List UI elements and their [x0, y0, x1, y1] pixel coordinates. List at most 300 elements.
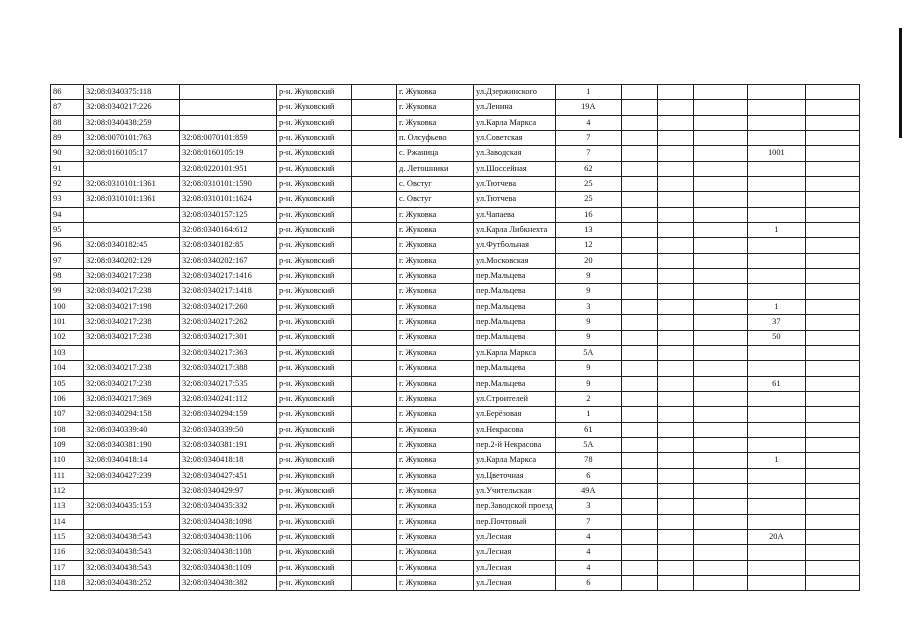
cell-building-number: [621, 361, 657, 376]
cell-building-number: [621, 299, 657, 314]
cell-house-number: 6: [555, 576, 621, 591]
cell-settlement: г. Жуковка: [397, 422, 474, 437]
cell-building-number: [621, 100, 657, 115]
cell-structure-number: [657, 407, 693, 422]
cell-street: ул.Шоссейная: [474, 161, 556, 176]
cell-settlement: г. Жуковка: [397, 453, 474, 468]
cell-street: ул.Чапаева: [474, 207, 556, 222]
cell-blank-column: [352, 238, 397, 253]
cell-structure-number: [657, 483, 693, 498]
cell-blank-column: [352, 223, 397, 238]
cell-land-cadastral-number: 32:08:0340217:226: [84, 100, 180, 115]
cell-blank-column: [352, 100, 397, 115]
cell-apartment-number: 1: [747, 299, 805, 314]
cell-trailing-column: [805, 207, 859, 222]
cell-district: р-н. Жуковский: [277, 330, 352, 345]
cell-settlement: г. Жуковка: [397, 238, 474, 253]
cell-extra-column: [693, 483, 747, 498]
cell-structure-number: [657, 253, 693, 268]
cell-building-number: [621, 161, 657, 176]
cell-row-number: 110: [51, 453, 84, 468]
cell-district: р-н. Жуковский: [277, 514, 352, 529]
cell-blank-column: [352, 253, 397, 268]
cell-house-number: 4: [555, 115, 621, 130]
cell-structure-number: [657, 345, 693, 360]
cell-apartment-number: 20А: [747, 529, 805, 544]
table-row: [51, 483, 860, 498]
cell-trailing-column: [805, 146, 859, 161]
cell-land-cadastral-number: 32:08:0340427:239: [84, 468, 180, 483]
cell-structure-number: [657, 376, 693, 391]
cell-land-cadastral-number: 32:08:0160105:17: [84, 146, 180, 161]
table-row: [51, 391, 860, 406]
cell-street: ул.Ленина: [474, 100, 556, 115]
cell-district: р-н. Жуковский: [277, 207, 352, 222]
cell-extra-column: [693, 361, 747, 376]
cell-building-cadastral-number: 32:08:0220101:951: [180, 161, 277, 176]
cell-settlement: г. Жуковка: [397, 376, 474, 391]
cell-apartment-number: [747, 345, 805, 360]
cell-settlement: г. Жуковка: [397, 468, 474, 483]
cell-apartment-number: [747, 100, 805, 115]
cell-extra-column: [693, 345, 747, 360]
cell-trailing-column: [805, 284, 859, 299]
cell-district: р-н. Жуковский: [277, 468, 352, 483]
cell-street: пер.Мальцева: [474, 361, 556, 376]
cell-land-cadastral-number: 32:08:0340438:259: [84, 115, 180, 130]
cell-house-number: 1: [555, 85, 621, 100]
cell-building-cadastral-number: 32:08:0340157:125: [180, 207, 277, 222]
cell-district: р-н. Жуковский: [277, 269, 352, 284]
cell-land-cadastral-number: 32:08:0340217:238: [84, 315, 180, 330]
cell-building-number: [621, 376, 657, 391]
cell-settlement: г. Жуковка: [397, 284, 474, 299]
cell-extra-column: [693, 146, 747, 161]
cell-land-cadastral-number: 32:08:0340435:153: [84, 499, 180, 514]
cell-row-number: 86: [51, 85, 84, 100]
cell-extra-column: [693, 284, 747, 299]
cell-apartment-number: [747, 284, 805, 299]
cell-settlement: г. Жуковка: [397, 361, 474, 376]
cell-blank-column: [352, 207, 397, 222]
cell-row-number: 92: [51, 177, 84, 192]
cell-extra-column: [693, 422, 747, 437]
table-row: [51, 545, 860, 560]
cell-building-number: [621, 576, 657, 591]
cell-street: ул.Советская: [474, 131, 556, 146]
cell-structure-number: [657, 192, 693, 207]
cell-row-number: 116: [51, 545, 84, 560]
cell-structure-number: [657, 299, 693, 314]
cell-trailing-column: [805, 361, 859, 376]
cell-structure-number: [657, 100, 693, 115]
table-row: [51, 253, 860, 268]
cell-structure-number: [657, 284, 693, 299]
cell-building-cadastral-number: 32:08:0340182:85: [180, 238, 277, 253]
cell-building-number: [621, 453, 657, 468]
cell-trailing-column: [805, 376, 859, 391]
cell-district: р-н. Жуковский: [277, 529, 352, 544]
cell-building-cadastral-number: 32:08:0340164:612: [180, 223, 277, 238]
cell-row-number: 114: [51, 514, 84, 529]
cell-trailing-column: [805, 514, 859, 529]
cell-land-cadastral-number: [84, 207, 180, 222]
cell-building-cadastral-number: 32:08:0310101:1590: [180, 177, 277, 192]
cell-apartment-number: [747, 576, 805, 591]
cell-row-number: 95: [51, 223, 84, 238]
table-row: [51, 499, 860, 514]
cell-apartment-number: [747, 131, 805, 146]
cell-street: ул.Тютчева: [474, 192, 556, 207]
cell-building-cadastral-number: 32:08:0340217:301: [180, 330, 277, 345]
cell-structure-number: [657, 560, 693, 575]
cell-building-cadastral-number: 32:08:0340217:260: [180, 299, 277, 314]
cell-building-cadastral-number: 32:08:0340202:167: [180, 253, 277, 268]
cell-apartment-number: [747, 85, 805, 100]
cell-row-number: 111: [51, 468, 84, 483]
cell-settlement: г. Жуковка: [397, 85, 474, 100]
cell-extra-column: [693, 560, 747, 575]
cell-building-number: [621, 345, 657, 360]
cell-apartment-number: [747, 238, 805, 253]
cell-building-cadastral-number: 32:08:0340438:1109: [180, 560, 277, 575]
cell-house-number: 7: [555, 146, 621, 161]
cell-extra-column: [693, 177, 747, 192]
cell-house-number: 2: [555, 391, 621, 406]
cell-house-number: 9: [555, 269, 621, 284]
table-row: [51, 192, 860, 207]
cell-apartment-number: [747, 499, 805, 514]
cell-blank-column: [352, 391, 397, 406]
cell-extra-column: [693, 253, 747, 268]
cell-apartment-number: 1001: [747, 146, 805, 161]
cell-settlement: г. Жуковка: [397, 100, 474, 115]
cell-district: р-н. Жуковский: [277, 85, 352, 100]
cell-apartment-number: [747, 207, 805, 222]
cell-house-number: 9: [555, 284, 621, 299]
cell-land-cadastral-number: 32:08:0340381:190: [84, 437, 180, 452]
table-row: [51, 361, 860, 376]
table-row: [51, 238, 860, 253]
cell-building-number: [621, 315, 657, 330]
cell-building-cadastral-number: [180, 85, 277, 100]
cell-settlement: г. Жуковка: [397, 115, 474, 130]
cell-house-number: 5А: [555, 437, 621, 452]
table-row: [51, 437, 860, 452]
cell-building-cadastral-number: 32:08:0340435:332: [180, 499, 277, 514]
cell-row-number: 91: [51, 161, 84, 176]
cell-blank-column: [352, 576, 397, 591]
cell-apartment-number: [747, 269, 805, 284]
cell-land-cadastral-number: 32:08:0340217:238: [84, 269, 180, 284]
cell-extra-column: [693, 238, 747, 253]
cell-land-cadastral-number: 32:08:0340217:238: [84, 361, 180, 376]
cell-apartment-number: [747, 437, 805, 452]
cell-district: р-н. Жуковский: [277, 223, 352, 238]
cell-trailing-column: [805, 177, 859, 192]
cell-blank-column: [352, 85, 397, 100]
cell-settlement: г. Жуковка: [397, 407, 474, 422]
cell-extra-column: [693, 545, 747, 560]
cell-district: р-н. Жуковский: [277, 161, 352, 176]
cell-extra-column: [693, 453, 747, 468]
cell-land-cadastral-number: [84, 345, 180, 360]
cell-settlement: г. Жуковка: [397, 223, 474, 238]
cell-blank-column: [352, 330, 397, 345]
cell-street: пер.Мальцева: [474, 376, 556, 391]
cell-land-cadastral-number: 32:08:0340217:238: [84, 330, 180, 345]
cell-trailing-column: [805, 299, 859, 314]
cell-settlement: г. Жуковка: [397, 299, 474, 314]
cell-apartment-number: [747, 192, 805, 207]
cell-street: пер.Мальцева: [474, 330, 556, 345]
cell-blank-column: [352, 545, 397, 560]
cell-extra-column: [693, 514, 747, 529]
cell-house-number: 62: [555, 161, 621, 176]
table-row: [51, 330, 860, 345]
cell-trailing-column: [805, 468, 859, 483]
cell-street: ул.Тютчева: [474, 177, 556, 192]
cell-land-cadastral-number: 32:08:0340217:238: [84, 376, 180, 391]
cell-extra-column: [693, 207, 747, 222]
cell-house-number: 9: [555, 376, 621, 391]
cell-building-cadastral-number: 32:08:0310101:1624: [180, 192, 277, 207]
cell-house-number: 4: [555, 560, 621, 575]
cell-blank-column: [352, 161, 397, 176]
address-register-table: [50, 84, 860, 591]
cell-structure-number: [657, 161, 693, 176]
cell-building-number: [621, 529, 657, 544]
cell-extra-column: [693, 330, 747, 345]
cell-building-number: [621, 284, 657, 299]
table-row: [51, 115, 860, 130]
cell-street: ул.Карла Маркса: [474, 115, 556, 130]
cell-building-number: [621, 330, 657, 345]
cell-house-number: 78: [555, 453, 621, 468]
cell-apartment-number: [747, 545, 805, 560]
cell-street: пер.Мальцева: [474, 315, 556, 330]
table-row: [51, 177, 860, 192]
cell-row-number: 107: [51, 407, 84, 422]
cell-settlement: г. Жуковка: [397, 330, 474, 345]
table-row: [51, 146, 860, 161]
cell-land-cadastral-number: 32:08:0340375:118: [84, 85, 180, 100]
cell-district: р-н. Жуковский: [277, 545, 352, 560]
cell-structure-number: [657, 453, 693, 468]
cell-trailing-column: [805, 391, 859, 406]
cell-land-cadastral-number: 32:08:0340418:14: [84, 453, 180, 468]
cell-settlement: г. Жуковка: [397, 514, 474, 529]
cell-settlement: г. Жуковка: [397, 253, 474, 268]
cell-building-cadastral-number: 32:08:0340381:191: [180, 437, 277, 452]
cell-blank-column: [352, 422, 397, 437]
cell-row-number: 106: [51, 391, 84, 406]
cell-row-number: 99: [51, 284, 84, 299]
cell-row-number: 89: [51, 131, 84, 146]
cell-trailing-column: [805, 238, 859, 253]
cell-building-number: [621, 499, 657, 514]
cell-house-number: 12: [555, 238, 621, 253]
cell-apartment-number: 37: [747, 315, 805, 330]
cell-extra-column: [693, 223, 747, 238]
cell-trailing-column: [805, 131, 859, 146]
cell-building-number: [621, 253, 657, 268]
cell-district: р-н. Жуковский: [277, 131, 352, 146]
cell-apartment-number: [747, 161, 805, 176]
cell-structure-number: [657, 207, 693, 222]
cell-row-number: 103: [51, 345, 84, 360]
cell-street: ул.Карла Маркса: [474, 345, 556, 360]
cell-apartment-number: [747, 422, 805, 437]
cell-district: р-н. Жуковский: [277, 115, 352, 130]
cell-apartment-number: [747, 483, 805, 498]
cell-blank-column: [352, 483, 397, 498]
cell-building-number: [621, 177, 657, 192]
cell-house-number: 6: [555, 468, 621, 483]
cell-row-number: 87: [51, 100, 84, 115]
cell-apartment-number: [747, 177, 805, 192]
cell-apartment-number: [747, 514, 805, 529]
cell-land-cadastral-number: 32:08:0340438:252: [84, 576, 180, 591]
cell-building-number: [621, 437, 657, 452]
cell-row-number: 105: [51, 376, 84, 391]
cell-district: р-н. Жуковский: [277, 576, 352, 591]
cell-land-cadastral-number: 32:08:0310101:1361: [84, 192, 180, 207]
cell-land-cadastral-number: [84, 483, 180, 498]
cell-settlement: г. Жуковка: [397, 576, 474, 591]
cell-structure-number: [657, 514, 693, 529]
cell-structure-number: [657, 422, 693, 437]
table-row: [51, 407, 860, 422]
cell-structure-number: [657, 330, 693, 345]
cell-row-number: 109: [51, 437, 84, 452]
cell-building-number: [621, 131, 657, 146]
cell-row-number: 113: [51, 499, 84, 514]
cell-district: р-н. Жуковский: [277, 361, 352, 376]
cell-house-number: 9: [555, 330, 621, 345]
cell-blank-column: [352, 115, 397, 130]
cell-extra-column: [693, 192, 747, 207]
cell-land-cadastral-number: [84, 161, 180, 176]
cell-extra-column: [693, 407, 747, 422]
cell-land-cadastral-number: 32:08:0340217:238: [84, 284, 180, 299]
table-row: [51, 576, 860, 591]
cell-street: ул.Лесная: [474, 560, 556, 575]
cell-district: р-н. Жуковский: [277, 437, 352, 452]
cell-apartment-number: 1: [747, 453, 805, 468]
cell-structure-number: [657, 468, 693, 483]
cell-structure-number: [657, 437, 693, 452]
cell-row-number: 93: [51, 192, 84, 207]
cell-building-number: [621, 545, 657, 560]
cell-land-cadastral-number: 32:08:0340217:369: [84, 391, 180, 406]
cell-building-number: [621, 207, 657, 222]
cell-street: ул.Карла Либкнехта: [474, 223, 556, 238]
cell-blank-column: [352, 361, 397, 376]
cell-house-number: 5А: [555, 345, 621, 360]
scan-edge-mark: [899, 28, 902, 138]
cell-building-cadastral-number: 32:08:0340339:50: [180, 422, 277, 437]
cell-land-cadastral-number: 32:08:0340202:129: [84, 253, 180, 268]
cell-blank-column: [352, 437, 397, 452]
cell-extra-column: [693, 299, 747, 314]
cell-land-cadastral-number: 32:08:0340438:543: [84, 545, 180, 560]
cell-structure-number: [657, 238, 693, 253]
cell-building-cadastral-number: 32:08:0340427:451: [180, 468, 277, 483]
cell-blank-column: [352, 407, 397, 422]
cell-house-number: 3: [555, 299, 621, 314]
cell-district: р-н. Жуковский: [277, 100, 352, 115]
cell-building-cadastral-number: 32:08:0340438:1098: [180, 514, 277, 529]
cell-land-cadastral-number: 32:08:0340339:40: [84, 422, 180, 437]
cell-blank-column: [352, 514, 397, 529]
table-row: [51, 299, 860, 314]
cell-building-number: [621, 422, 657, 437]
cell-apartment-number: [747, 115, 805, 130]
cell-structure-number: [657, 177, 693, 192]
cell-district: р-н. Жуковский: [277, 192, 352, 207]
table-row: [51, 85, 860, 100]
cell-blank-column: [352, 529, 397, 544]
cell-apartment-number: [747, 361, 805, 376]
cell-trailing-column: [805, 161, 859, 176]
cell-settlement: г. Жуковка: [397, 560, 474, 575]
cell-structure-number: [657, 391, 693, 406]
cell-house-number: 19А: [555, 100, 621, 115]
table-row: [51, 161, 860, 176]
cell-trailing-column: [805, 345, 859, 360]
cell-row-number: 98: [51, 269, 84, 284]
cell-extra-column: [693, 499, 747, 514]
cell-trailing-column: [805, 560, 859, 575]
cell-building-number: [621, 483, 657, 498]
cell-street: ул.Московская: [474, 253, 556, 268]
cell-row-number: 108: [51, 422, 84, 437]
cell-district: р-н. Жуковский: [277, 407, 352, 422]
cell-settlement: г. Жуковка: [397, 269, 474, 284]
cell-settlement: г. Жуковка: [397, 545, 474, 560]
cell-building-number: [621, 560, 657, 575]
cell-building-cadastral-number: 32:08:0340217:1416: [180, 269, 277, 284]
cell-row-number: 101: [51, 315, 84, 330]
cell-settlement: г. Жуковка: [397, 437, 474, 452]
table-row: [51, 514, 860, 529]
cell-house-number: 13: [555, 223, 621, 238]
cell-building-number: [621, 468, 657, 483]
cell-trailing-column: [805, 115, 859, 130]
cell-settlement: г. Жуковка: [397, 483, 474, 498]
cell-trailing-column: [805, 100, 859, 115]
cell-land-cadastral-number: 32:08:0070101:763: [84, 131, 180, 146]
cell-extra-column: [693, 576, 747, 591]
cell-structure-number: [657, 223, 693, 238]
cell-apartment-number: [747, 407, 805, 422]
cell-structure-number: [657, 576, 693, 591]
cell-street: ул.Цветочная: [474, 468, 556, 483]
cell-building-cadastral-number: 32:08:0340241:112: [180, 391, 277, 406]
cell-district: р-н. Жуковский: [277, 315, 352, 330]
cell-structure-number: [657, 499, 693, 514]
cell-district: р-н. Жуковский: [277, 391, 352, 406]
cell-building-cadastral-number: 32:08:0340438:1108: [180, 545, 277, 560]
cell-building-number: [621, 407, 657, 422]
cell-structure-number: [657, 85, 693, 100]
cell-extra-column: [693, 468, 747, 483]
cell-land-cadastral-number: 32:08:0340182:45: [84, 238, 180, 253]
table-row: [51, 100, 860, 115]
cell-street: пер.Мальцева: [474, 299, 556, 314]
cell-building-cadastral-number: 32:08:0340418:18: [180, 453, 277, 468]
